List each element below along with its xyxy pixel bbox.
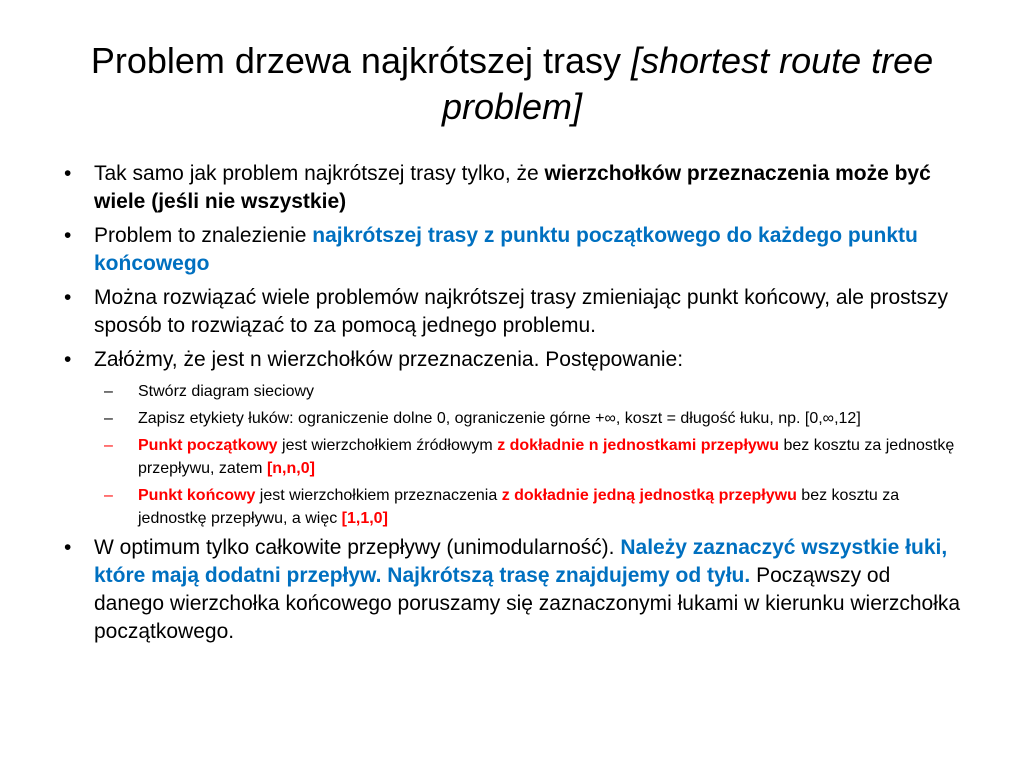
bullet-item-5 (62, 534, 962, 646)
bullet-marker: • (64, 286, 72, 309)
dash-marker: – (104, 437, 113, 454)
title-italic: [shortest route tree problem] (441, 40, 934, 127)
bullet-2-text: Problem to znalezienie (94, 224, 313, 247)
bullet-item-1 (62, 160, 962, 216)
bullet-4-text: Załóżmy, że jest n wierzchołków przeznaczenia. Postępowanie: (94, 348, 684, 371)
bullet-2-highlight: najkrótszej trasy z punktu początkowego do każdego punktu końcowego (94, 224, 918, 275)
subbullet-3-red-3: [n,n,0] (266, 460, 315, 477)
bullet-1-text: Tak samo jak problem najkrótszej trasy tylko, że (94, 162, 545, 185)
slide-title (60, 38, 964, 130)
bullet-item-3 (62, 284, 962, 340)
subbullet-3-red-1: Punkt początkowy (138, 437, 278, 454)
subbullet-4-text-2: bez kosztu za jednostkę przepływu, a więc (138, 487, 900, 527)
dash-marker: – (104, 383, 113, 400)
bullet-item-4 (62, 346, 962, 374)
subbullet-4-red-3: [1,1,0] (341, 510, 388, 527)
subbullet-item-2 (62, 407, 962, 430)
dash-marker: – (104, 487, 113, 504)
subbullet-item-1 (62, 380, 962, 403)
bullet-marker: • (64, 162, 72, 185)
bullet-1-bold: wierzchołków przeznaczenia może być wiele (jeśli nie wszystkie) (94, 162, 931, 213)
bullet-5-text-1: W optimum tylko całkowite przepływy (unimodularność). (94, 536, 621, 559)
subbullet-2-text: Zapisz etykiety łuków: ograniczenie dolne 0, ograniczenie górne +∞, koszt = długość łuku, np. [0,∞,12] (138, 410, 861, 427)
bullet-3-text: Można rozwiązać wiele problemów najkrótszej trasy zmieniając punkt końcowy, ale prostszy sposób to rozwiązać to za pomocą jednego problemu. (94, 286, 948, 337)
bullet-5-text-2: Począwszy od danego wierzchołka końcowego poruszamy się zaznaczonymi łukami w kierunku wierzchołka początkowego. (94, 564, 961, 643)
subbullet-item-4 (62, 484, 962, 530)
bullet-5-highlight: Należy zaznaczyć wszystkie łuki, które mają dodatni przepływ. Najkrótszą trasę znajdujemy od tyłu. (94, 536, 948, 587)
subbullet-3-text-2: bez kosztu za jednostkę przepływu, zatem (138, 437, 955, 477)
subbullet-3-red-2: z dokładnie n jednostkami przepływu (497, 437, 780, 454)
slide-content (62, 160, 962, 652)
subbullet-item-3 (62, 434, 962, 480)
subbullet-3-text-1: jest wierzchołkiem źródłowym (277, 437, 498, 454)
title-main: Problem drzewa najkrótszej trasy (90, 40, 632, 81)
bullet-item-2 (62, 222, 962, 278)
bullet-marker: • (64, 536, 72, 559)
subbullet-1-text: Stwórz diagram sieciowy (138, 383, 315, 400)
bullet-marker: • (64, 224, 72, 247)
subbullet-4-red-2: z dokładnie jedną jednostką przepływu (501, 487, 797, 504)
subbullet-4-red-1: Punkt końcowy (138, 487, 256, 504)
subbullet-4-text-1: jest wierzchołkiem przeznaczenia (255, 487, 502, 504)
dash-marker: – (104, 410, 113, 427)
bullet-marker: • (64, 348, 72, 371)
